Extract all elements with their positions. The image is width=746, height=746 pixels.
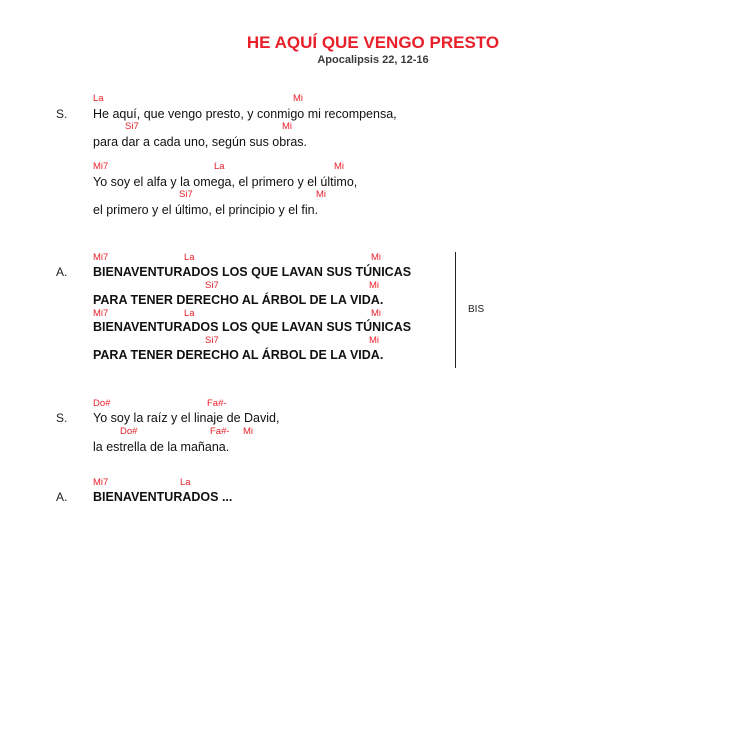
section-label-soloist: S.	[56, 107, 68, 121]
lyric-line: Yo soy la raíz y el linaje de David,	[93, 411, 280, 425]
lyric-line: para dar a cada uno, según sus obras.	[93, 135, 308, 149]
chord: Mi	[369, 335, 380, 346]
lyric-line: He aquí, que vengo presto, y conmigo mi recompensa,	[93, 107, 397, 121]
chord: Mi	[282, 121, 293, 132]
chord: La	[93, 93, 104, 104]
lyric-line: BIENAVENTURADOS LOS QUE LAVAN SUS TÚNICAS	[93, 320, 412, 334]
repeat-marker: BIS	[468, 304, 485, 315]
chord: Mi	[243, 426, 254, 437]
scripture-reference: Apocalipsis 22, 12-16	[317, 54, 429, 66]
chord: Si7	[125, 121, 139, 132]
song-title: HE AQUÍ QUE VENGO PRESTO	[246, 33, 500, 52]
chord: Mi	[371, 252, 382, 263]
section-label-soloist: S.	[56, 411, 68, 425]
chord: Si7	[205, 280, 219, 291]
chord: Fa#-	[207, 398, 227, 409]
chord: Mi7	[93, 308, 109, 319]
lyric-line: BIENAVENTURADOS LOS QUE LAVAN SUS TÚNICAS	[93, 265, 412, 279]
chord: Mi	[371, 308, 382, 319]
repeat-bracket	[455, 252, 456, 368]
chord: Do#	[120, 426, 138, 437]
section-label-assembly: A.	[56, 490, 68, 504]
lyric-line: Yo soy el alfa y la omega, el primero y el último,	[93, 175, 358, 189]
lyric-line: BIENAVENTURADOS ...	[93, 490, 233, 504]
chord: Fa#-	[210, 426, 230, 437]
lyric-line: el primero y el último, el principio y el fin.	[93, 203, 319, 217]
chord: Mi7	[93, 477, 109, 488]
chord: Mi	[293, 93, 304, 104]
chord: Mi	[316, 189, 327, 200]
chord: Mi7	[93, 252, 109, 263]
chord: Mi	[334, 161, 345, 172]
chord: Do#	[93, 398, 111, 409]
chord: La	[184, 252, 195, 263]
lyric-line: PARA TENER DERECHO AL ÁRBOL DE LA VIDA.	[93, 348, 384, 362]
section-label-assembly: A.	[56, 265, 68, 279]
chord: Mi	[369, 280, 380, 291]
chord: Si7	[179, 189, 193, 200]
lyric-line: la estrella de la mañana.	[93, 440, 230, 454]
chord: La	[214, 161, 225, 172]
chord: Si7	[205, 335, 219, 346]
chord: La	[180, 477, 191, 488]
chord: La	[184, 308, 195, 319]
lyric-line: PARA TENER DERECHO AL ÁRBOL DE LA VIDA.	[93, 293, 384, 307]
chord: Mi7	[93, 161, 109, 172]
